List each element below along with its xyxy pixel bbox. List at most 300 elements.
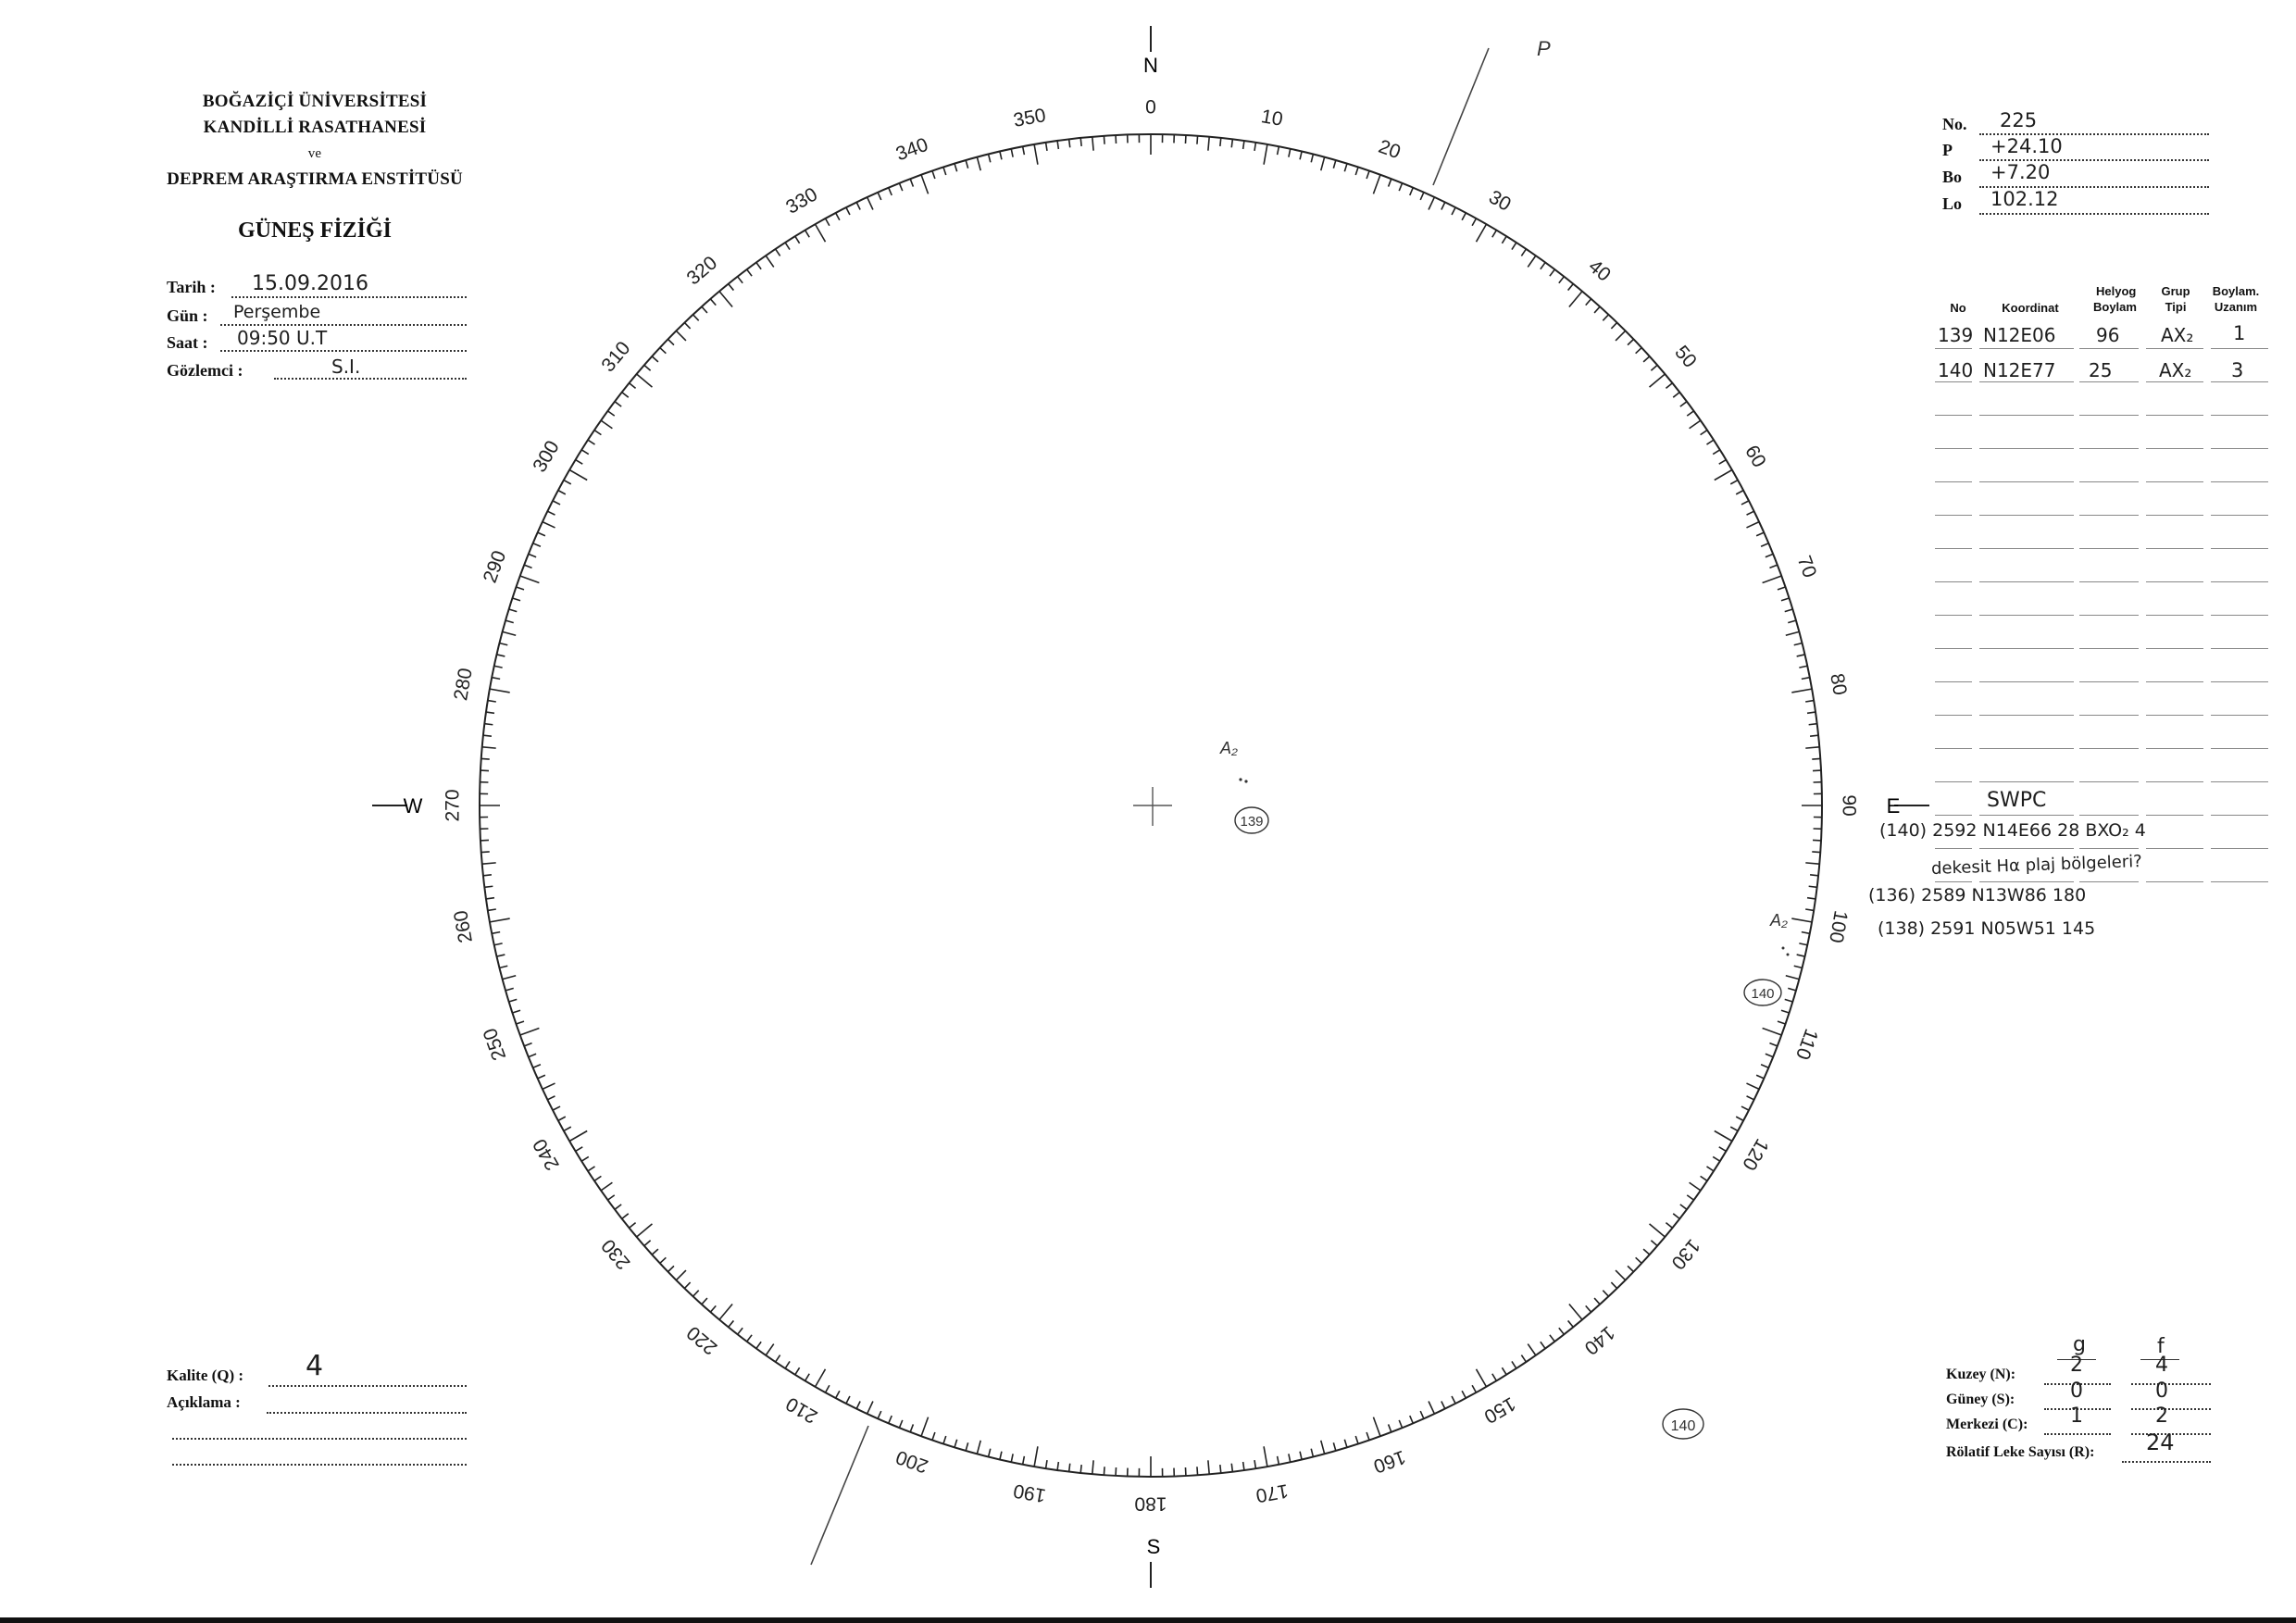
degree-tick — [1807, 712, 1816, 713]
degree-tick — [1807, 898, 1816, 899]
degree-label: 50 — [1670, 342, 1701, 372]
degree-tick — [500, 966, 508, 968]
degree-tick — [533, 1065, 541, 1068]
degree-tick — [1802, 678, 1810, 680]
degree-tick — [889, 1416, 892, 1423]
degree-tick — [1673, 1214, 1679, 1219]
institution-line-4: DEPREM ARAŞTIRMA ENSTİTÜSÜ — [167, 169, 463, 189]
degree-tick — [564, 481, 571, 484]
g-column-label: g — [2073, 1333, 2086, 1356]
degree-tick — [776, 1355, 780, 1362]
saat-value[interactable]: 09:50 U.T — [237, 327, 328, 349]
degree-tick — [503, 631, 516, 635]
degree-tick — [1687, 1195, 1693, 1200]
degree-tick — [668, 339, 673, 344]
degree-tick — [594, 1176, 601, 1180]
degree-tick — [1344, 164, 1347, 172]
f-column-label: f — [2157, 1335, 2165, 1358]
degree-tick — [1611, 322, 1616, 328]
degree-tick — [668, 1266, 673, 1271]
degree-tick — [1208, 1460, 1209, 1474]
aciklama-line-2[interactable] — [172, 1419, 467, 1440]
institution-line-2: KANDİLLİ RASATHANESİ — [203, 118, 427, 137]
degree-label: 270 — [442, 789, 464, 822]
degree-tick — [1492, 1374, 1497, 1381]
degree-tick — [1569, 292, 1582, 307]
degree-tick — [529, 1054, 536, 1056]
degree-tick — [1410, 1416, 1414, 1423]
degree-tick — [1441, 202, 1445, 209]
degree-tick — [1477, 1369, 1487, 1387]
gozlemci-value[interactable]: S.I. — [331, 356, 361, 378]
aciklama-label: Açıklama : — [167, 1393, 241, 1411]
aciklama-line-3[interactable] — [172, 1445, 467, 1466]
lo-label: Lo — [1942, 194, 1963, 213]
degree-tick — [932, 170, 935, 179]
degree-tick — [1586, 1305, 1591, 1312]
degree-tick — [483, 735, 492, 736]
degree-tick — [1441, 1402, 1445, 1409]
institution-line-1: BOĞAZİÇİ ÜNİVERSİTESİ — [202, 92, 428, 111]
degree-tick — [1046, 143, 1047, 151]
degree-label: 100 — [1825, 908, 1852, 945]
degree-tick — [1231, 1464, 1232, 1472]
row2-uzanim[interactable]: 3 — [2231, 359, 2244, 381]
degree-tick — [910, 179, 913, 186]
degree-tick — [547, 1096, 555, 1100]
no-label: No. — [1942, 115, 1967, 133]
degree-tick — [1713, 450, 1720, 455]
degree-tick — [826, 218, 830, 226]
kuzey-f-line[interactable] — [2131, 1365, 2211, 1385]
degree-tick — [1778, 587, 1786, 590]
degree-tick — [512, 1010, 520, 1013]
degree-label: 220 — [682, 1321, 722, 1359]
degree-tick — [538, 532, 545, 536]
degree-tick — [497, 655, 505, 656]
degree-tick — [1197, 1467, 1198, 1475]
degree-tick — [1220, 138, 1221, 146]
page-bottom-rule — [0, 1617, 2296, 1623]
degree-tick — [899, 1420, 902, 1428]
degree-tick — [1278, 146, 1279, 155]
degree-tick — [1092, 137, 1093, 151]
degree-label: 40 — [1584, 256, 1615, 286]
degree-label: 300 — [529, 437, 564, 476]
degree-tick — [702, 306, 707, 313]
degree-tick — [1231, 139, 1232, 147]
p-axis-north — [1433, 48, 1489, 185]
degree-tick — [1243, 1462, 1244, 1470]
row1-uzanim[interactable]: 1 — [2233, 322, 2246, 344]
degree-tick — [676, 331, 686, 341]
note-line-1: (140) 2592 N14E66 28 BXO₂ 4 — [1879, 820, 2146, 841]
degree-tick — [719, 1305, 732, 1320]
degree-tick — [684, 322, 690, 328]
degree-tick — [702, 1298, 707, 1305]
degree-tick — [795, 1367, 800, 1375]
row2-no[interactable]: 140 — [1938, 359, 1974, 381]
degree-tick — [569, 1131, 587, 1142]
spot-dot — [1244, 780, 1247, 782]
degree-tick — [1736, 491, 1743, 494]
degree-tick — [1389, 1424, 1391, 1431]
degree-tick — [1208, 137, 1209, 151]
guney-g-value[interactable]: 0 — [2070, 1380, 2083, 1403]
degree-tick — [977, 157, 980, 170]
degree-tick — [482, 863, 496, 864]
degree-tick — [1311, 1449, 1313, 1457]
degree-tick — [644, 365, 651, 370]
degree-tick — [601, 1182, 612, 1191]
degree-tick — [943, 1436, 946, 1444]
degree-tick — [1568, 284, 1574, 291]
degree-tick — [1785, 609, 1793, 612]
degree-label: 170 — [1254, 1479, 1291, 1506]
degree-tick — [520, 1028, 540, 1035]
degree-tick — [576, 460, 583, 465]
rolatif-value[interactable]: 24 — [2146, 1429, 2175, 1455]
degree-label: 310 — [597, 337, 635, 377]
degree-tick — [1550, 269, 1554, 276]
degree-tick — [488, 701, 496, 702]
degree-tick — [1594, 1298, 1600, 1305]
tarih-value[interactable]: 15.09.2016 — [252, 272, 368, 295]
spot-group-number: 139 — [1240, 814, 1264, 830]
degree-label: 30 — [1485, 186, 1515, 216]
p-value[interactable]: +24.10 — [1990, 135, 2063, 157]
degree-tick — [1763, 576, 1782, 583]
degree-tick — [1673, 393, 1679, 398]
spot-group-number-3: 140 — [1670, 1418, 1696, 1434]
degree-tick — [867, 1401, 873, 1414]
row1-boylam[interactable]: 96 — [2096, 324, 2120, 346]
degree-tick — [1719, 460, 1727, 465]
degree-tick — [1651, 1241, 1657, 1246]
degree-label: 160 — [1370, 1445, 1409, 1478]
degree-tick — [1741, 501, 1749, 505]
row1-koordinat[interactable]: N12E06 — [1983, 324, 2056, 346]
degree-tick — [856, 202, 860, 209]
degree-tick — [684, 1282, 690, 1288]
degree-tick — [910, 1424, 913, 1431]
degree-tick — [1502, 236, 1506, 243]
degree-tick — [846, 207, 850, 215]
gun-value[interactable]: Perşembe — [233, 302, 321, 322]
note-line-3: (136) 2589 N13W86 180 — [1868, 885, 2087, 905]
degree-tick — [486, 898, 494, 899]
degree-tick — [1429, 197, 1434, 210]
col-header-boylam-2: Uzanım — [2214, 300, 2258, 314]
degree-tick — [615, 1205, 621, 1209]
spot-dot — [1782, 947, 1785, 950]
degree-tick — [955, 1440, 957, 1448]
degree-tick — [1057, 141, 1058, 149]
kalite-label: Kalite (Q) : — [167, 1367, 244, 1384]
degree-tick — [581, 450, 589, 455]
col-header-boylam-1: Boylam. — [2212, 284, 2260, 298]
degree-label: 230 — [597, 1234, 635, 1274]
degree-tick — [921, 1417, 929, 1437]
col-header-grup-1: Grup — [2161, 284, 2190, 298]
guney-f-line[interactable] — [2131, 1390, 2211, 1410]
degree-label: 90 — [1838, 794, 1860, 817]
degree-label: 140 — [1579, 1321, 1619, 1359]
degree-tick — [1528, 1344, 1536, 1355]
col-header-no: No — [1950, 301, 1966, 315]
degree-tick — [1254, 143, 1255, 151]
degree-tick — [494, 666, 503, 668]
degree-tick — [1220, 1465, 1221, 1473]
degree-tick — [481, 852, 490, 853]
degree-tick — [1797, 655, 1805, 656]
saat-label: Saat : — [167, 333, 208, 352]
degree-label: 320 — [682, 252, 722, 290]
degree-tick — [1472, 218, 1476, 226]
degree-label: 330 — [782, 183, 821, 218]
no-value[interactable]: 225 — [2000, 109, 2038, 131]
degree-tick — [1690, 1182, 1701, 1191]
degree-tick — [588, 440, 595, 444]
degree-tick — [492, 678, 500, 680]
degree-tick — [676, 1270, 686, 1280]
degree-tick — [1636, 348, 1642, 354]
degree-tick — [520, 576, 540, 583]
degree-tick — [1715, 470, 1732, 481]
degree-label: 260 — [450, 908, 477, 945]
degree-tick — [482, 747, 496, 748]
degree-tick — [1355, 167, 1358, 175]
degree-tick — [1289, 149, 1291, 157]
kuzey-g-value[interactable]: 2 — [2070, 1354, 2083, 1377]
degree-tick — [1410, 188, 1414, 195]
degree-tick — [538, 1075, 545, 1079]
degree-tick — [1747, 1096, 1754, 1100]
rolatif-label: Rölatif Leke Sayısı (R): — [1946, 1444, 2095, 1460]
degree-tick — [1761, 543, 1768, 547]
degree-tick — [1300, 1452, 1302, 1460]
degree-tick — [1690, 420, 1701, 429]
degree-tick — [1289, 1454, 1291, 1462]
degree-tick — [1794, 643, 1803, 645]
lo-value[interactable]: 102.12 — [1990, 188, 2059, 210]
degree-tick — [1769, 565, 1777, 568]
degree-tick — [1666, 383, 1672, 389]
degree-label: 80 — [1826, 671, 1851, 697]
degree-tick — [805, 231, 810, 238]
degree-tick — [1719, 1147, 1727, 1152]
degree-tick — [989, 155, 991, 163]
kalite-value[interactable]: 4 — [306, 1350, 324, 1382]
degree-tick — [766, 256, 774, 267]
p-axis-label: P — [1537, 37, 1551, 60]
degree-tick — [1812, 852, 1820, 853]
merkezi-label: Merkezi (C): — [1946, 1417, 2028, 1432]
degree-tick — [1492, 231, 1497, 238]
degree-tick — [1746, 1083, 1759, 1089]
degree-tick — [1366, 170, 1369, 179]
degree-tick — [630, 1223, 636, 1229]
degree-tick — [977, 1441, 980, 1454]
degree-tick — [1399, 183, 1402, 191]
degree-label: 350 — [1011, 105, 1048, 131]
degree-tick — [747, 269, 752, 276]
degree-tick — [1452, 1396, 1455, 1404]
spot-az-label: A₂ — [1220, 739, 1238, 757]
degree-tick — [1197, 136, 1198, 144]
degree-tick — [607, 1195, 614, 1200]
degree-tick — [856, 1402, 860, 1409]
row2-tip[interactable]: AX₂ — [2159, 359, 2192, 381]
degree-label: 210 — [782, 1392, 821, 1428]
degree-tick — [1559, 277, 1565, 283]
degree-tick — [490, 689, 510, 693]
aciklama-line-1[interactable] — [267, 1393, 467, 1414]
degree-tick — [921, 175, 929, 194]
degree-tick — [1730, 1127, 1738, 1130]
degree-tick — [1300, 152, 1302, 160]
degree-tick — [1000, 1452, 1002, 1460]
degree-tick — [1763, 1028, 1782, 1035]
row2-koordinat[interactable]: N12E77 — [1983, 359, 2056, 381]
degree-label: 20 — [1375, 135, 1404, 164]
degree-tick — [710, 299, 716, 306]
degree-tick — [1730, 481, 1738, 484]
degree-tick — [795, 236, 800, 243]
degree-tick — [1366, 1432, 1369, 1441]
degree-tick — [1766, 1054, 1773, 1056]
degree-tick — [558, 491, 566, 494]
degree-tick — [1333, 1442, 1335, 1451]
degree-tick — [738, 1328, 743, 1334]
degree-tick — [1788, 620, 1796, 622]
degree-tick — [1756, 1075, 1764, 1079]
degree-tick — [1809, 886, 1817, 887]
degree-tick — [1706, 1167, 1714, 1171]
bo-value[interactable]: +7.20 — [1990, 161, 2051, 183]
degree-tick — [1781, 598, 1790, 601]
degree-tick — [630, 383, 636, 389]
degree-tick — [805, 1374, 810, 1381]
degree-tick — [878, 193, 881, 200]
degree-tick — [576, 1147, 583, 1152]
degree-tick — [1462, 1391, 1466, 1398]
degree-tick — [1680, 402, 1687, 406]
degree-tick — [1521, 1355, 1526, 1362]
degree-tick — [1586, 299, 1591, 306]
spot-group-number-2: 140 — [1751, 986, 1775, 1002]
kuzey-f-value[interactable]: 4 — [2155, 1354, 2168, 1377]
degree-tick — [588, 1167, 595, 1171]
col-header-helyog-1: Helyog — [2096, 284, 2137, 298]
degree-label: 190 — [1011, 1479, 1048, 1506]
kalite-line[interactable] — [268, 1367, 467, 1387]
degree-tick — [1643, 1249, 1650, 1255]
degree-tick — [652, 356, 658, 362]
degree-tick — [1321, 157, 1325, 170]
degree-tick — [1611, 1282, 1616, 1288]
degree-tick — [543, 522, 555, 528]
institution-line-3: ve — [307, 146, 322, 161]
degree-tick — [1786, 631, 1799, 635]
degree-tick — [1023, 1456, 1025, 1465]
degree-tick — [966, 160, 967, 169]
degree-label: 150 — [1480, 1392, 1519, 1428]
degree-tick — [1011, 149, 1013, 157]
degree-tick — [1541, 262, 1545, 268]
degree-tick — [1650, 374, 1666, 387]
degree-tick — [505, 988, 514, 990]
degree-tick — [1541, 1342, 1545, 1348]
note-line-4: (138) 2591 N05W51 145 — [1878, 918, 2096, 939]
degree-tick — [1594, 306, 1600, 313]
degree-tick — [1715, 1131, 1732, 1142]
degree-tick — [543, 1083, 555, 1089]
guney-f-value[interactable]: 0 — [2155, 1380, 2168, 1403]
col-header-helyog-2: Boylam — [2093, 300, 2137, 314]
degree-tick — [500, 643, 508, 645]
degree-tick — [1420, 193, 1424, 200]
degree-tick — [524, 1043, 531, 1046]
degree-tick — [1069, 1464, 1070, 1472]
degree-tick — [1791, 918, 1812, 922]
degree-tick — [1799, 943, 1807, 945]
p-axis-south — [811, 1426, 868, 1565]
degree-tick — [1805, 747, 1819, 748]
merkezi-f-value[interactable]: 2 — [2155, 1405, 2168, 1428]
degree-tick — [693, 315, 699, 321]
degree-tick — [1687, 411, 1693, 416]
degree-tick — [693, 1291, 699, 1297]
degree-tick — [1569, 1305, 1582, 1320]
degree-tick — [1264, 1446, 1267, 1467]
degree-label: 200 — [892, 1445, 931, 1478]
degree-tick — [1603, 315, 1608, 321]
degree-tick — [719, 292, 732, 307]
degree-tick — [615, 402, 621, 406]
degree-tick — [756, 1342, 761, 1348]
degree-tick — [1786, 976, 1799, 980]
degree-tick — [1399, 1420, 1402, 1428]
row2-boylam[interactable]: 25 — [2089, 359, 2113, 381]
col-header-grup-2: Tipi — [2165, 300, 2187, 314]
degree-tick — [1741, 1106, 1749, 1110]
degree-tick — [1805, 909, 1814, 910]
degree-tick — [1680, 1205, 1687, 1209]
degree-tick — [1778, 1021, 1786, 1024]
degree-tick — [1636, 1257, 1642, 1263]
bo-label: Bo — [1942, 168, 1963, 186]
degree-tick — [1810, 735, 1818, 736]
row1-tip[interactable]: AX₂ — [2161, 324, 2194, 346]
degree-label: 120 — [1738, 1135, 1773, 1174]
merkezi-g-value[interactable]: 1 — [2070, 1405, 2083, 1428]
degree-tick — [1650, 1224, 1666, 1237]
degree-tick — [1788, 988, 1796, 990]
row1-no[interactable]: 139 — [1938, 324, 1974, 346]
note-line-2: dekesit Hα plaj bölgeleri? — [1930, 852, 2143, 879]
degree-tick — [1812, 758, 1820, 759]
degree-tick — [878, 1411, 881, 1418]
degree-label: 180 — [1134, 1492, 1167, 1515]
degree-tick — [710, 1305, 716, 1312]
degree-tick — [1512, 1361, 1516, 1368]
degree-tick — [747, 1335, 752, 1342]
degree-tick — [1766, 554, 1773, 556]
degree-tick — [1568, 1320, 1574, 1327]
note-swpc: SWPC — [1987, 789, 2047, 812]
degree-tick — [1333, 160, 1335, 169]
